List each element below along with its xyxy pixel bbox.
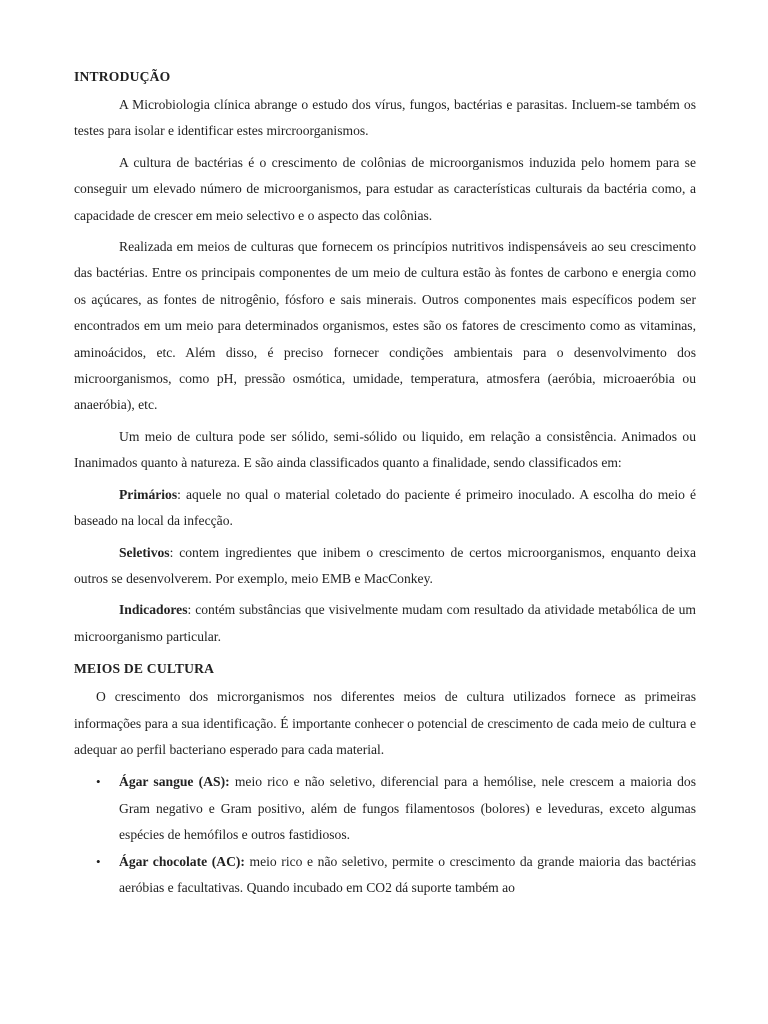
agar-chocolate-term: Ágar chocolate (AC): xyxy=(119,853,245,869)
indicadores-term: Indicadores xyxy=(119,602,188,618)
agar-chocolate-text: meio rico e não seletivo, permite o crescimento da grande maioria das bactérias aeróbias e facultativas. Quando incubado em CO2 dá suporte também ao xyxy=(119,853,696,895)
primarios-term: Primários xyxy=(119,486,178,502)
indicadores-paragraph xyxy=(74,597,696,650)
intro-paragraph-1: A Microbiologia clínica abrange o estudo dos vírus, fungos, bactérias e parasitas. Incluem-se também os testes para isolar e identificar estes mircroorganismos. xyxy=(74,97,696,139)
intro-paragraph-3: Realizada em meios de culturas que fornecem os princípios nutritivos indispensáveis ao seu crescimento das bactérias. Entre os principais componentes de um meio de cultura estão às fontes de carbono e energia como os açúcares, as fontes de nitrogênio, fósforo e sais minerais. Outros componentes mais específicos podem ser encontrados em um meio para determinados organismos, estes são os fatores de crescimento como as vitaminas, aminoácidos, etc. Além disso, é preciso fornecer condições ambientais para o desenvolvimento dos microorganismos, como pH, pressão osmótica, umidade, temperatura, atmosfera (aeróbia, microaeróbia ou anaeróbia), etc. xyxy=(74,239,696,413)
bullet-icon: • xyxy=(96,853,101,869)
intro-paragraph-4: Um meio de cultura pode ser sólido, semi-sólido ou liquido, em relação a consistência. Animados ou Inanimados quanto à natureza. E são ainda classificados quanto a finalidade, sendo classificados em: xyxy=(74,428,696,471)
seletivos-term: Seletivos xyxy=(119,544,170,560)
meios-heading: MEIOS DE CULTURA xyxy=(74,661,215,677)
document-page xyxy=(74,66,696,901)
meios-paragraph-1: O crescimento dos microrganismos nos diferentes meios de cultura utilizados fornece as primeiras informações para a sua identificação. É importante conhecer o potencial de crescimento de cada meio de cultura e adequar ao perfil bacteriano esperado para cada material. xyxy=(74,689,696,757)
agar-sangue-text: meio rico e não seletivo, diferencial para a hemólise, nele crescem a maioria dos Gram negativo e Gram positivo, além de fungos filamentosos (bolores) e leveduras, exceto algumas espécies de hemófilos e outros fastidiosos. xyxy=(119,774,696,843)
primarios-paragraph xyxy=(74,482,696,535)
primarios-text: : aquele no qual o material coletado do paciente é primeiro inoculado. A escolha do meio é baseado na local da infecção. xyxy=(74,486,696,529)
bullet-icon: • xyxy=(96,774,101,790)
indicadores-text: : contém substâncias que visivelmente mudam com resultado da atividade metabólica de um microorganismo particular. xyxy=(74,602,696,644)
agar-sangue-term: Ágar sangue (AS): xyxy=(119,774,230,790)
seletivos-paragraph xyxy=(74,540,696,593)
intro-paragraph-2: A cultura de bactérias é o crescimento de colônias de microorganismos induzida pelo homem para se conseguir um elevado número de microorganismos, para estudar as características culturais da bactéria como, a capacidade de crescer em meio selectivo e o aspecto das colônias. xyxy=(74,154,696,223)
list-item xyxy=(74,769,696,848)
seletivos-text: : contem ingredientes que inibem o crescimento de certos microorganismos, enquanto deixa outros se desenvolverem. Por exemplo, meio EMB e MacConkey. xyxy=(74,544,696,586)
meios-list xyxy=(74,769,696,901)
list-item xyxy=(74,849,696,902)
intro-heading: INTRODUÇÃO xyxy=(74,69,171,84)
